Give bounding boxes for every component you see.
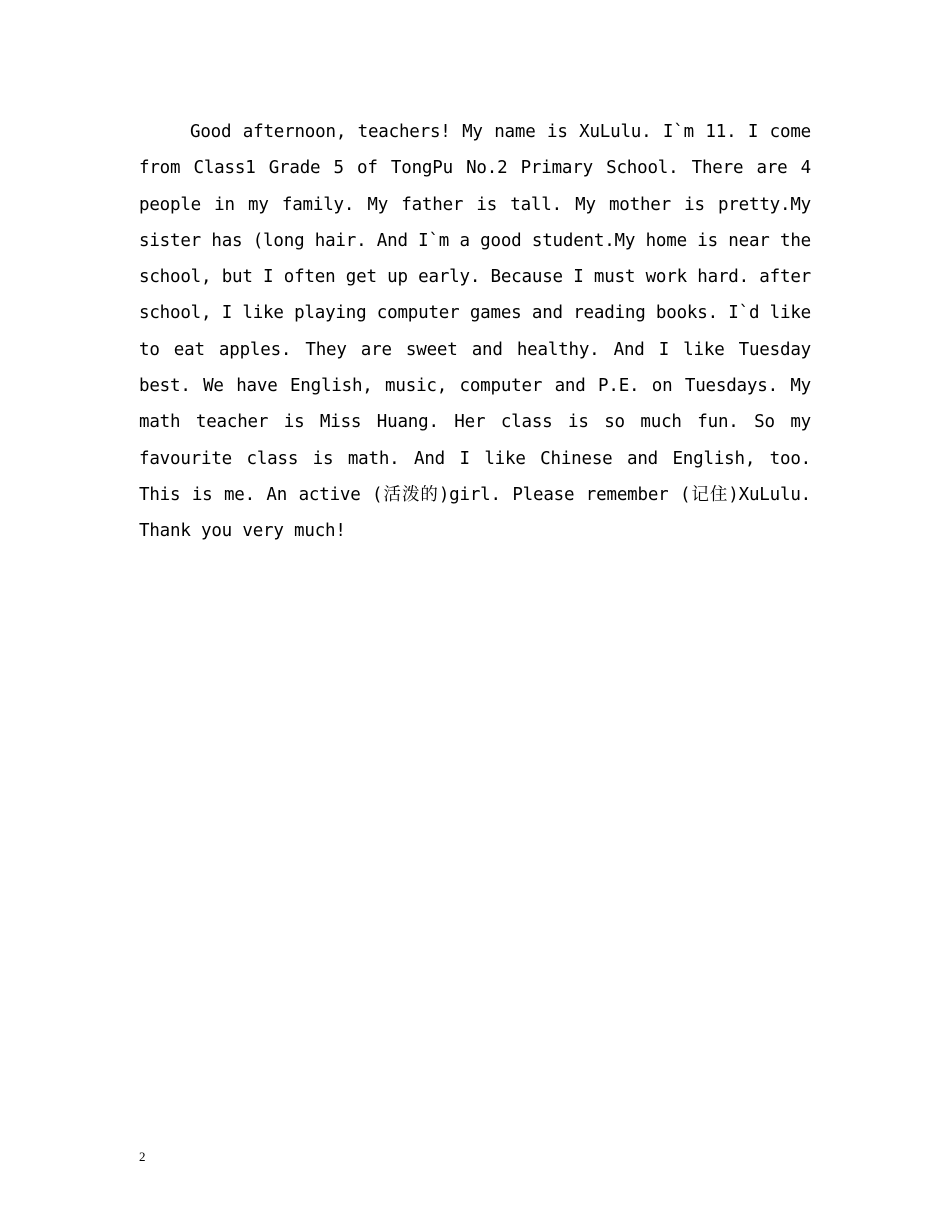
body-paragraph: Good afternoon, teachers! My name is XuLulu. I`m 11. I come from Class1 Grade 5 of TongPu No.2 Primary School. There are 4 people in my family. My father is tall. My mother is pretty.My sister has (long hair. And I`m a good student.My home is near the school, but I often get up early. Because I must work hard. after school, I like playing computer games and reading books. I`d like to eat apples. They are sweet and healthy. And I like Tuesday best. We have English, music, computer and P.E. on Tuesdays. My math teacher is Miss Huang. Her class is so much fun. So my favourite class is math. And I like Chinese and English, too. This is me. An active (活泼的)girl. Please remember (记住)XuLulu. Thank you very much! xyxy=(139,122,811,542)
page-number: 2 xyxy=(139,1149,146,1164)
